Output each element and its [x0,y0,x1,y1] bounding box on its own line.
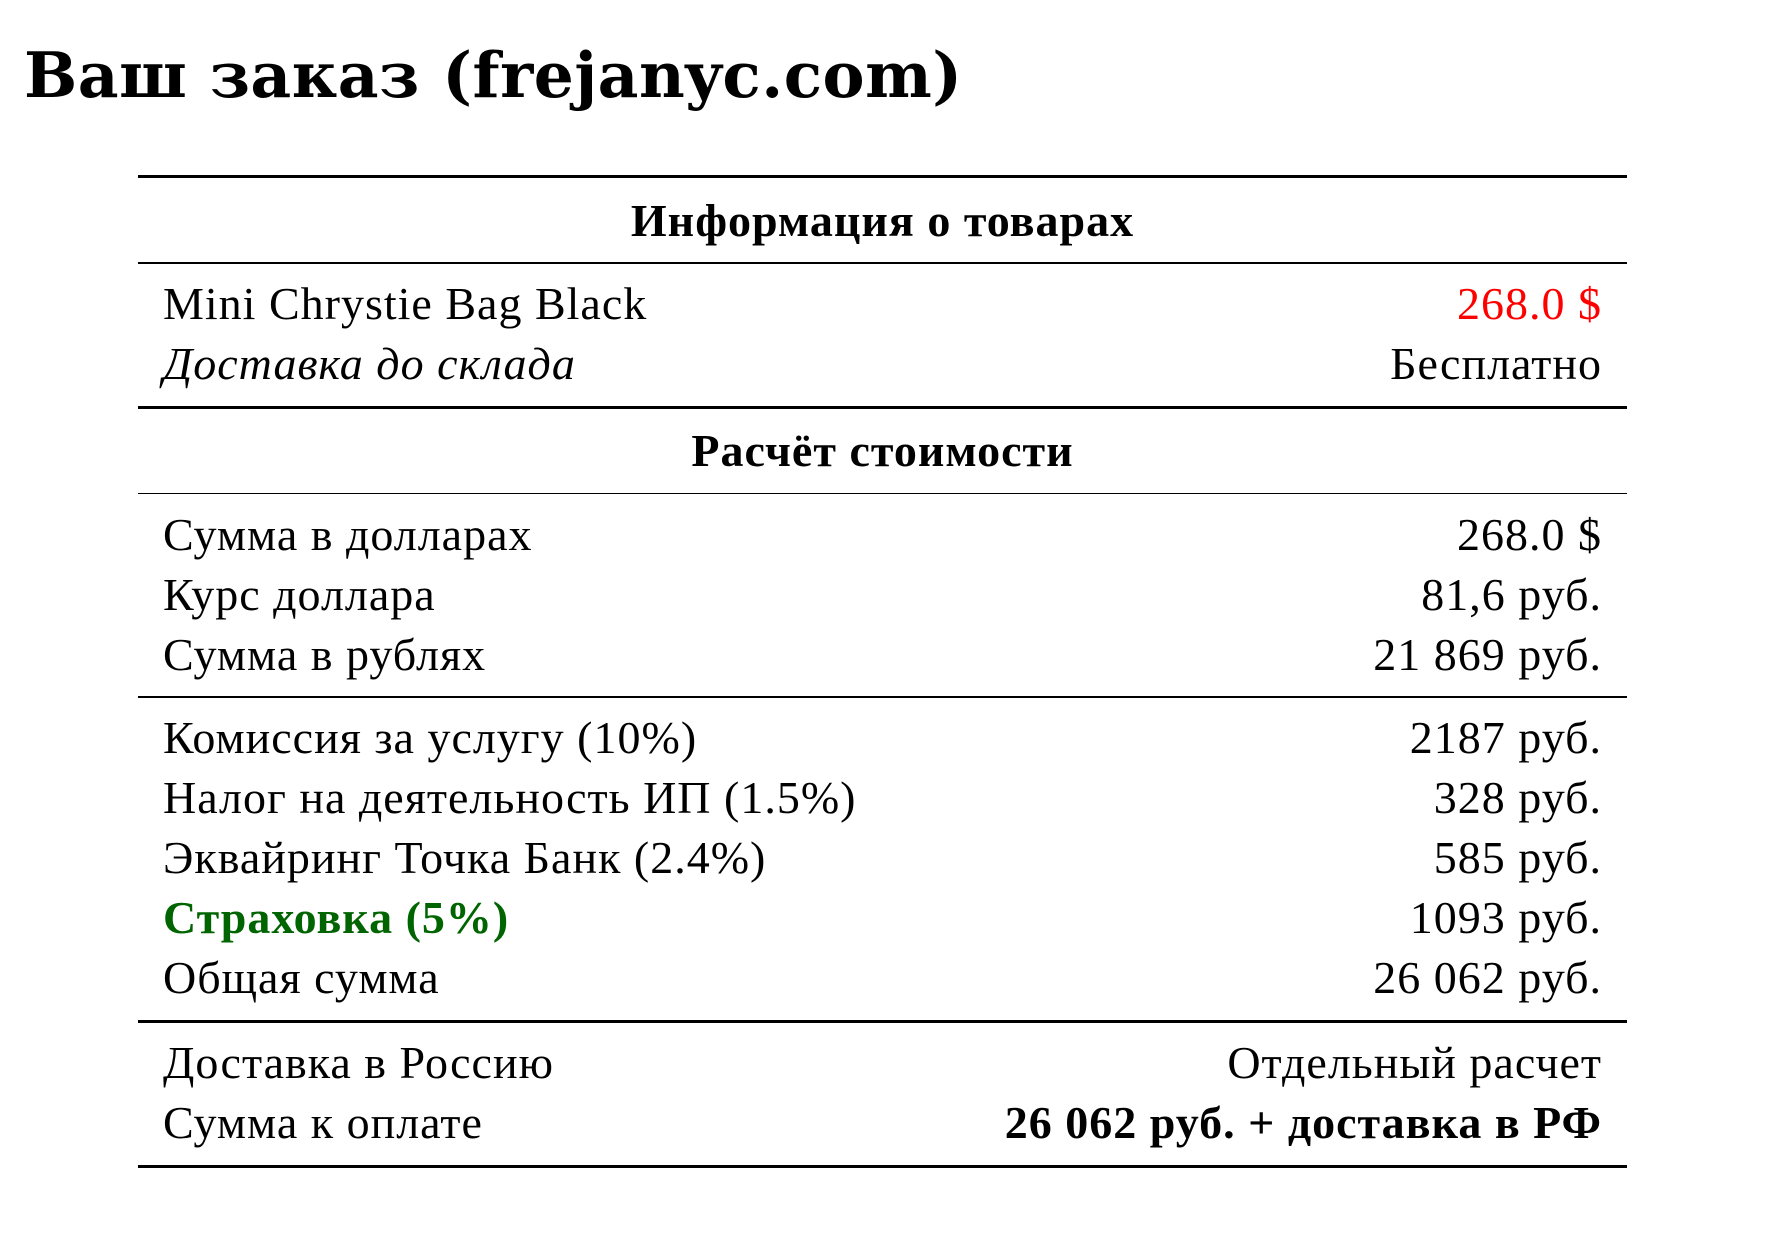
exchange-rate-row [138,564,1627,624]
amount-due-label: Сумма к оплате [163,1097,483,1148]
warehouse-delivery-row [138,334,1627,394]
exchange-rate-value: 81,6 руб. [1421,568,1602,620]
final-group [138,1023,1627,1165]
total-value: 26 062 руб. [1373,952,1602,1003]
insurance-value: 1093 руб. [1409,892,1602,943]
calc-section-header: Расчёт стоимости [691,425,1074,476]
tax-value: 328 руб. [1433,772,1602,823]
items-section-header: Информация о товарах [630,194,1135,246]
service-fee-value: 2187 руб. [1409,712,1602,763]
table-bottom-rule [138,1165,1627,1168]
item-price: 268.0 $ [1457,278,1602,329]
page-title: Ваш заказ (frejanyc.com) [24,38,963,112]
conversion-group [138,494,1627,696]
warehouse-delivery-value: Бесплатно [1390,338,1602,389]
rub-sum-row [138,624,1627,684]
exchange-rate-label: Курс доллара [163,568,436,620]
items-group [138,264,1627,406]
amount-due-row [138,1093,1627,1153]
amount-due-value: 26 062 руб. + доставка в РФ [1004,1097,1602,1148]
acquiring-row [138,828,1627,888]
tax-label: Налог на деятельность ИП (1.5%) [163,772,857,823]
russia-delivery-value: Отдельный расчет [1227,1037,1602,1088]
usd-sum-label: Сумма в долларах [163,508,533,560]
item-name: Mini Chrystie Bag Black [163,278,648,329]
insurance-row [138,888,1627,948]
acquiring-value: 585 руб. [1433,832,1602,883]
item-row [138,274,1627,334]
rub-sum-label: Сумма в рублях [163,628,487,680]
service-fee-label: Комиссия за услугу (10%) [163,712,698,763]
warehouse-delivery-label: Доставка до склада [163,338,576,389]
rub-sum-value: 21 869 руб. [1373,628,1602,680]
usd-sum-row [138,504,1627,564]
order-summary-table [138,175,1627,1168]
russia-delivery-row [138,1033,1627,1093]
usd-sum-value: 268.0 $ [1457,508,1602,560]
total-label: Общая сумма [163,952,440,1003]
total-row [138,948,1627,1008]
insurance-label: Страховка (5%) [163,892,510,943]
russia-delivery-label: Доставка в Россию [163,1037,554,1088]
fees-group [138,698,1627,1020]
acquiring-label: Эквайринг Точка Банк (2.4%) [163,832,767,883]
tax-row [138,768,1627,828]
service-fee-row [138,708,1627,768]
